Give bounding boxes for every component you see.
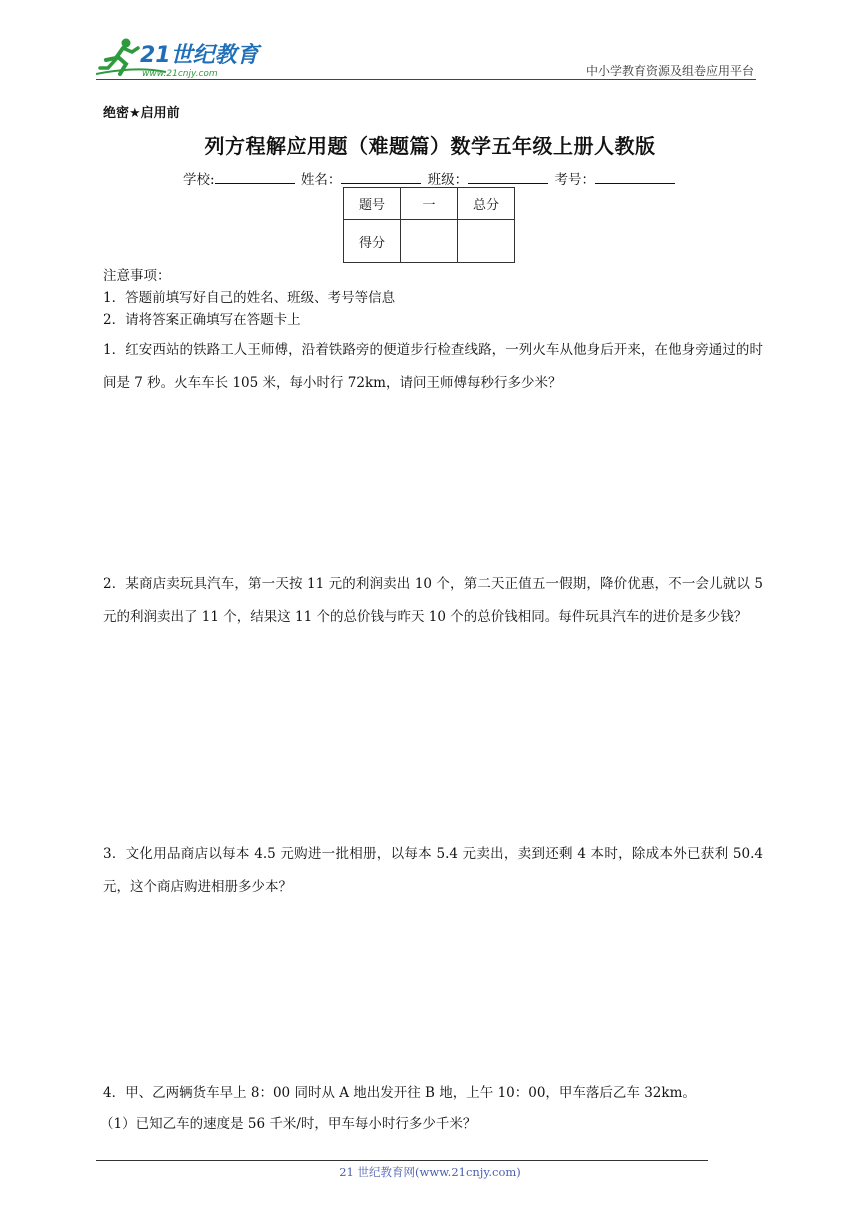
score-row-label: 得分 [344, 220, 401, 263]
footer-link[interactable]: 21 世纪教育网(www.21cnjy.com) [339, 1165, 521, 1179]
school-label: 学校: [183, 172, 215, 188]
score-header-cell: 总分 [458, 188, 515, 220]
student-info-line [0, 168, 860, 188]
platform-name: 中小学教育资源及组卷应用平台 [585, 64, 754, 78]
runner-logo-icon [96, 36, 266, 80]
question-3: 3．文化用品商店以每本 4.5 元购进一批相册，以每本 5.4 元卖出，卖到还剩 4 本时，除成本外已获利 50.4 元，这个商店购进相册多少本？ [103, 846, 763, 895]
header-divider [96, 79, 756, 80]
name-blank[interactable] [341, 171, 421, 184]
question-4: 4．甲、乙两辆货车早上 8：00 同时从 A 地出发开往 B 地，上午 10：00，甲车落后乙车 32km。 [103, 1085, 696, 1101]
question-2: 2．某商店卖玩具汽车，第一天按 11 元的利润卖出 10 个，第二天正值五一假期，降价优惠，不一会儿就以 5 元的利润卖出了 11 个，结果这 11 个的总价钱与昨天 10 个的总价钱相同。每件玩具汽车的进价是多少钱？ [103, 576, 763, 625]
score-table-score-row [344, 220, 515, 263]
logo-url: www.21cnjy.com [142, 69, 218, 79]
score-table-header-row [344, 188, 515, 220]
class-label: 班级： [427, 172, 469, 188]
score-cell[interactable] [401, 220, 458, 263]
secret-label: 绝密★启用前 [103, 106, 180, 121]
notes-title: 注意事项： [103, 268, 171, 284]
notes-section [103, 265, 395, 331]
site-logo [96, 36, 266, 80]
class-blank[interactable] [468, 171, 548, 184]
score-table [343, 187, 515, 263]
note-item: 2．请将答案正确填写在答题卡上 [103, 312, 301, 328]
score-header-cell: 一 [401, 188, 458, 220]
footer-divider [96, 1160, 708, 1161]
page-title: 列方程解应用题（难题篇）数学五年级上册人教版 [204, 134, 656, 158]
school-blank[interactable] [215, 171, 295, 184]
exam-no-blank[interactable] [595, 171, 675, 184]
note-item: 1．答题前填写好自己的姓名、班级、考号等信息 [103, 290, 396, 306]
logo-text: 21世纪教育 [140, 43, 259, 68]
sub-question-1: （1）已知乙车的速度是 56 千米/时，甲车每小时行多少千米？ [100, 1116, 477, 1132]
score-cell[interactable] [458, 220, 515, 263]
score-header-cell: 题号 [344, 188, 401, 220]
exam-no-label: 考号： [554, 172, 595, 188]
name-label: 姓名： [300, 172, 342, 188]
question-1: 1．红安西站的铁路工人王师傅，沿着铁路旁的便道步行检查线路，一列火车从他身后开来，在他身旁通过的时间是 7 秒。火车车长 105 米，每小时行 72km，请问王师傅每秒行多少米？ [103, 342, 763, 391]
